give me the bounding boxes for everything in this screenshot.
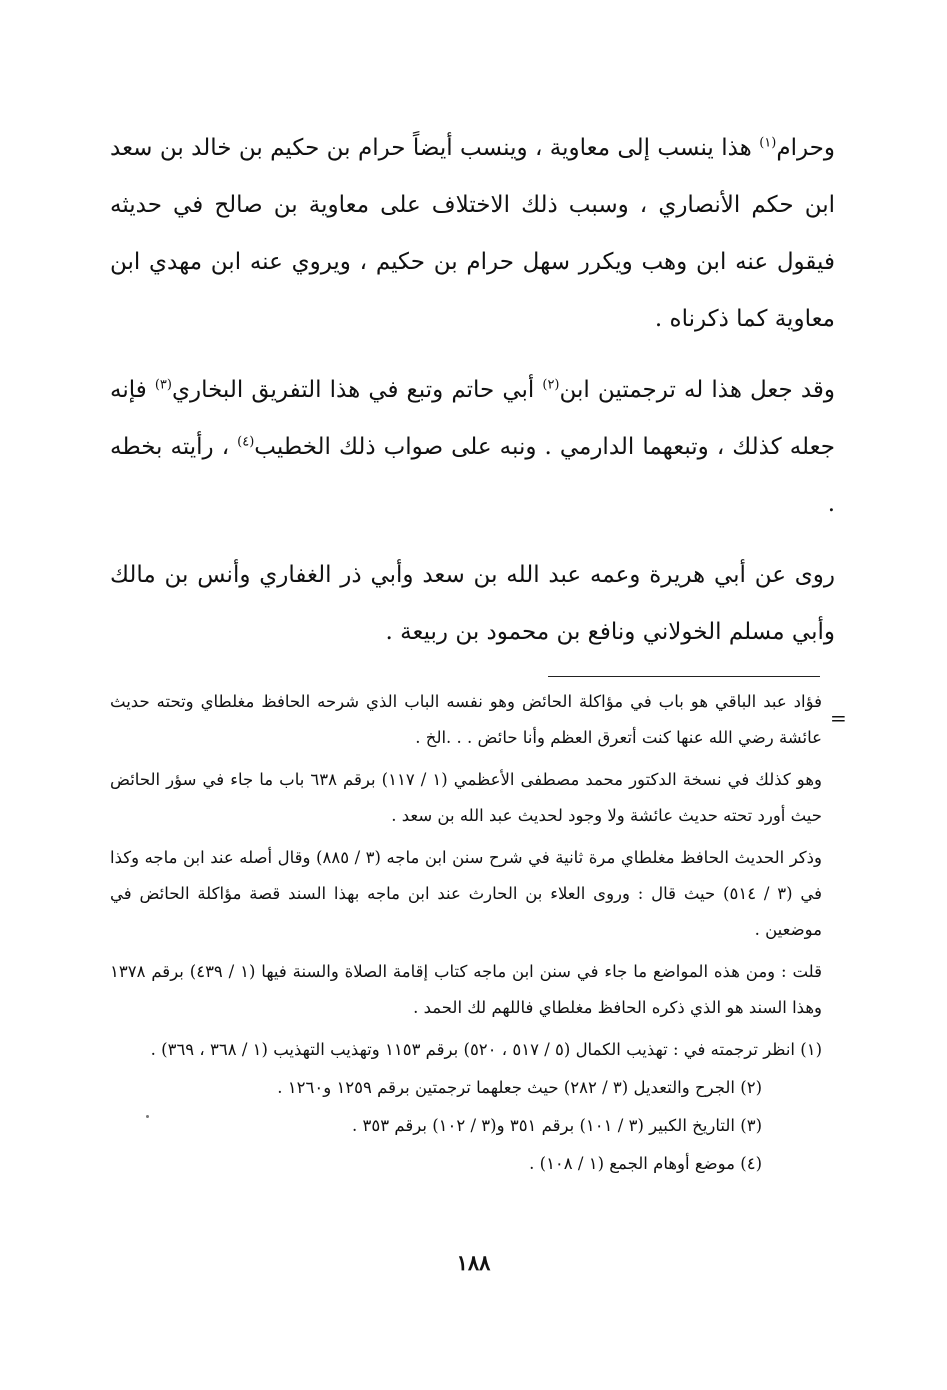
text-span: هذا ينسب إلى معاوية ، وينسب أيضاً حرام بن حكيم بن خالد بن سعد ابن حكم الأنصاري ، وسبب ذلك الاختلاف على معاوية بن صالح في حديثه فيقول عنه ابن وهب ويكرر سهل حرام بن حكيم ، ويروي عنه ابن مهدي ابن معاوية كما ذكرناه . [110,135,835,332]
main-text [110,120,835,661]
paragraph-2 [110,362,835,533]
footnote-1: (١) انظر ترجمته في : تهذيب الكمال (٥ / ٥١٧ ، ٥٢٠) برقم ١١٥٣ وتهذيب التهذيب (١ / ٣٦٨ ، ٣٦٩) . [150,1040,822,1059]
text-span: ، رأيته بخطه . [110,434,835,517]
scan-speck [146,1115,149,1118]
footnote-ref-3[interactable]: (٣) [154,377,172,393]
footnote-ref-2[interactable]: (٢) [542,377,560,393]
footnote-paragraph: وهو كذلك في نسخة الدكتور محمد مصطفى الأعظمي (١ / ١١٧) برقم ٦٣٨ باب ما جاء في سؤر الحائض حيث أورد تحته حديث عائشة ولا وجود لحديث عبد الله بن سعد . [110,770,822,825]
footnote-ref-4[interactable]: (٤) [237,434,255,450]
paragraph-1 [110,120,835,348]
text-span: أبي حاتم وتبع في هذا التفريق البخاري [171,377,543,403]
footnote-continuation: فؤاد عبد الباقي هو باب في مؤاكلة الحائض وهو نفسه الباب الذي شرحه الحافظ مغلطاي وتحته حديث عائشة رضي الله عنها كنت أتعرق العظم وأنا حائض . . .الخ . [110,692,822,747]
text-span: وقد جعل هذا له ترجمتين ابن [559,377,835,403]
footnote-paragraph: وذكر الحديث الحافظ مغلطاي مرة ثانية في شرح سنن ابن ماجه (٣ / ٨٨٥) وقال أصله عند ابن ماجه وكذا في (٣ / ٥١٤) حيث قال : وروى العلاء بن الحارث عند ابن ماجه بهذا السند قصة مؤاكلة الحائض في موضعين . [110,848,822,939]
footnote-2: (٢) الجرح والتعديل (٣ / ٢٨٢) حيث جعلهما ترجمتين برقم ١٢٥٩ و١٢٦٠ . [277,1078,762,1097]
footnote-separator [548,676,820,677]
footnote-3: (٣) التاريخ الكبير (٣ / ١٠١) برقم ٣٥١ و(٣ / ١٠٢) برقم ٣٥٣ . [352,1116,762,1135]
page-number: ١٨٨ [456,1250,491,1275]
footnote-paragraph: قلت : ومن هذه المواضع ما جاء في سنن ابن ماجه كتاب إقامة الصلاة والسنة فيها (١ / ٤٣٩) برقم ١٣٧٨ وهذا السند هو الذي ذكره الحافظ مغلطاي فاللهم لك الحمد . [110,962,822,1017]
paragraph-3: روى عن أبي هريرة وعمه عبد الله بن سعد وأبي ذر الغفاري وأنس بن مالك وأبي مسلم الخولاني ونافع بن محمود بن ربيعة . [110,562,835,645]
text-span: وحرام [776,135,835,161]
footnote-4: (٤) موضع أوهام الجمع (١ / ١٠٨) . [529,1154,762,1173]
text-span: فإنه جعله كذلك ، وتبعهما الدارمي . ونبه على صواب ذلك الخطيب [110,377,835,460]
footnotes [110,684,822,1184]
continuation-mark: = [830,706,847,730]
footnote-ref-1[interactable]: (١) [759,135,777,151]
